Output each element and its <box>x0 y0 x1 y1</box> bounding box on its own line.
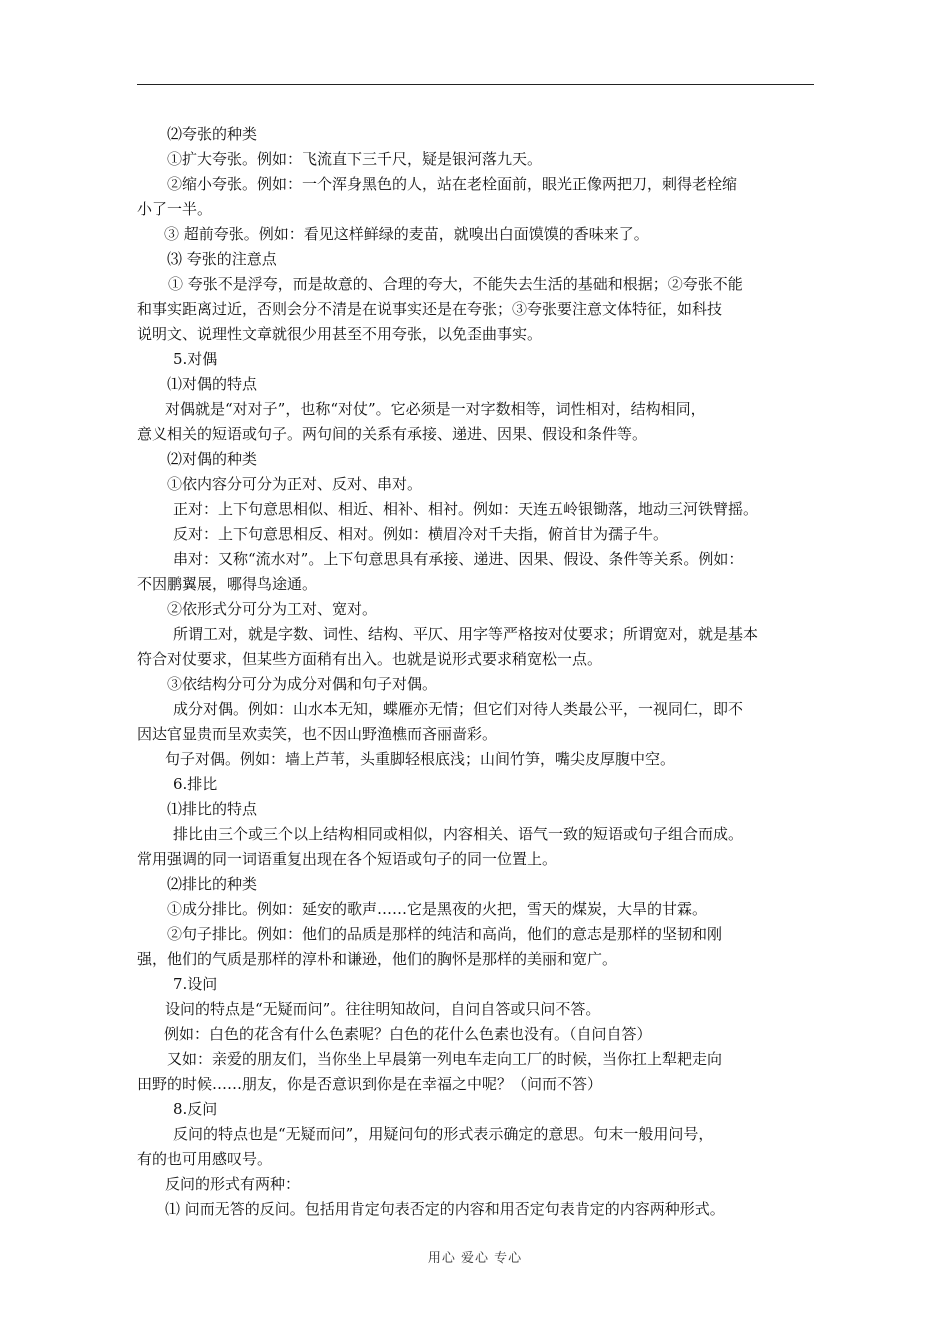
paragraph-line: 句子对偶。例如：墙上芦苇，头重脚轻根底浅；山间竹笋，嘴尖皮厚腹中空。 <box>165 750 676 768</box>
paragraph-line: 反问的特点也是“无疑而问”，用疑问句的形式表示确定的意思。句末一般用问号， <box>173 1125 714 1143</box>
section-heading-parallelism: 6.排比 <box>173 775 218 793</box>
paragraph-line: 小了一半。 <box>137 200 213 218</box>
paragraph-line: 强，他们的气质是那样的淳朴和谦逊，他们的胸怀是那样的美丽和宽广。 <box>137 950 618 968</box>
paragraph-line: 排比由三个或三个以上结构相同或相似，内容相关、语气一致的短语或句子组合而成。 <box>173 825 744 843</box>
paragraph-line: 田野的时候……朋友，你是否意识到你是在幸福之中呢？（问而不答） <box>137 1075 603 1093</box>
paragraph-line: ②依形式分可分为工对、宽对。 <box>167 600 378 618</box>
paragraph-line: 不因鹏翼展，哪得鸟途通。 <box>137 575 318 593</box>
section-heading-counter-question: 8.反问 <box>173 1100 218 1118</box>
subheading-parallelism-features: ⑴排比的特点 <box>167 800 258 818</box>
paragraph-line: ⑴ 问而无答的反问。包括用肯定句表否定的内容和用否定句表肯定的内容两种形式。 <box>165 1200 725 1218</box>
paragraph-line: 因达官显贵而呈欢卖笑，也不因山野渔樵而吝丽啬彩。 <box>137 725 498 743</box>
paragraph-line: 意义相关的短语或句子。两句间的关系有承接、递进、因果、假设和条件等。 <box>137 425 648 443</box>
paragraph-line: 所谓工对，就是字数、词性、结构、平仄、用字等严格按对仗要求；所谓宽对，就是基本 <box>173 625 759 643</box>
paragraph-line: 常用强调的同一词语重复出现在各个短语或句子的同一位置上。 <box>137 850 558 868</box>
paragraph-line: 例如：白色的花含有什么色素呢？白色的花什么色素也没有。（自问自答） <box>164 1025 652 1043</box>
paragraph-line: 成分对偶。例如：山水本无知，蝶雁亦无情；但它们对待人类最公平，一视同仁，即不 <box>173 700 744 718</box>
paragraph-line: ① 夸张不是浮夸，而是故意的、合理的夸大，不能失去生活的基础和根据；②夸张不能 <box>168 275 743 293</box>
header-rule <box>137 84 814 85</box>
paragraph-line: ①扩大夸张。例如：飞流直下三千尺，疑是银河落九天。 <box>167 150 543 168</box>
paragraph-line: ①依内容分可分为正对、反对、串对。 <box>167 475 423 493</box>
paragraph-line: 和事实距离过近，否则会分不清是在说事实还是在夸张；③夸张要注意文体特征，如科技 <box>137 300 723 318</box>
paragraph-line: ①成分排比。例如：延安的歌声……它是黑夜的火把，雪天的煤炭，大旱的甘霖。 <box>167 900 708 918</box>
paragraph-line: 说明文、说理性文章就很少用甚至不用夸张，以免歪曲事实。 <box>137 325 543 343</box>
section-heading-rhetorical-question: 7.设问 <box>173 975 218 993</box>
page-footer: 用心 爱心 专心 <box>427 1251 523 1266</box>
document-body <box>137 122 817 1222</box>
paragraph-line: 设问的特点是“无疑而问”。往往明知故问，自问自答或只问不答。 <box>165 1000 601 1018</box>
subheading-parallelism-types: ⑵排比的种类 <box>167 875 258 893</box>
subheading-hyperbole-types: ⑵夸张的种类 <box>167 125 258 143</box>
subheading-antithesis-types: ⑵对偶的种类 <box>167 450 258 468</box>
paragraph-line: ②缩小夸张。例如：一个浑身黑色的人，站在老栓面前，眼光正像两把刀，刺得老栓缩 <box>167 175 738 193</box>
subheading-hyperbole-notes: ⑶ 夸张的注意点 <box>167 250 277 268</box>
paragraph-line: 又如：亲爱的朋友们，当你坐上早晨第一列电车走向工厂的时候，当你扛上犁耙走向 <box>167 1050 723 1068</box>
subheading-antithesis-features: ⑴对偶的特点 <box>167 375 258 393</box>
paragraph-line: 符合对仗要求，但某些方面稍有出入。也就是说形式要求稍宽松一点。 <box>137 650 603 668</box>
paragraph-line: ③依结构分可分为成分对偶和句子对偶。 <box>167 675 438 693</box>
paragraph-line: 反问的形式有两种： <box>165 1175 301 1193</box>
paragraph-line: 对偶就是“对对子”，也称“对仗”。它必须是一对字数相等，词性相对，结构相同， <box>165 400 706 418</box>
paragraph-line: 有的也可用感叹号。 <box>137 1150 273 1168</box>
paragraph-line: ③ 超前夸张。例如：看见这样鲜绿的麦苗，就嗅出白面馍馍的香味来了。 <box>164 225 649 243</box>
paragraph-line: 串对：又称“流水对”。上下句意思具有承接、递进、因果、假设、条件等关系。例如： <box>173 550 744 568</box>
paragraph-line: 反对：上下句意思相反、相对。例如：横眉冷对千夫指，俯首甘为孺子牛。 <box>173 525 669 543</box>
paragraph-line: 正对：上下句意思相似、相近、相补、相衬。例如：天连五岭银锄落，地动三河铁臂摇。 <box>173 500 759 518</box>
section-heading-antithesis: 5.对偶 <box>173 350 218 368</box>
paragraph-line: ②句子排比。例如：他们的品质是那样的纯洁和高尚，他们的意志是那样的坚韧和刚 <box>167 925 723 943</box>
